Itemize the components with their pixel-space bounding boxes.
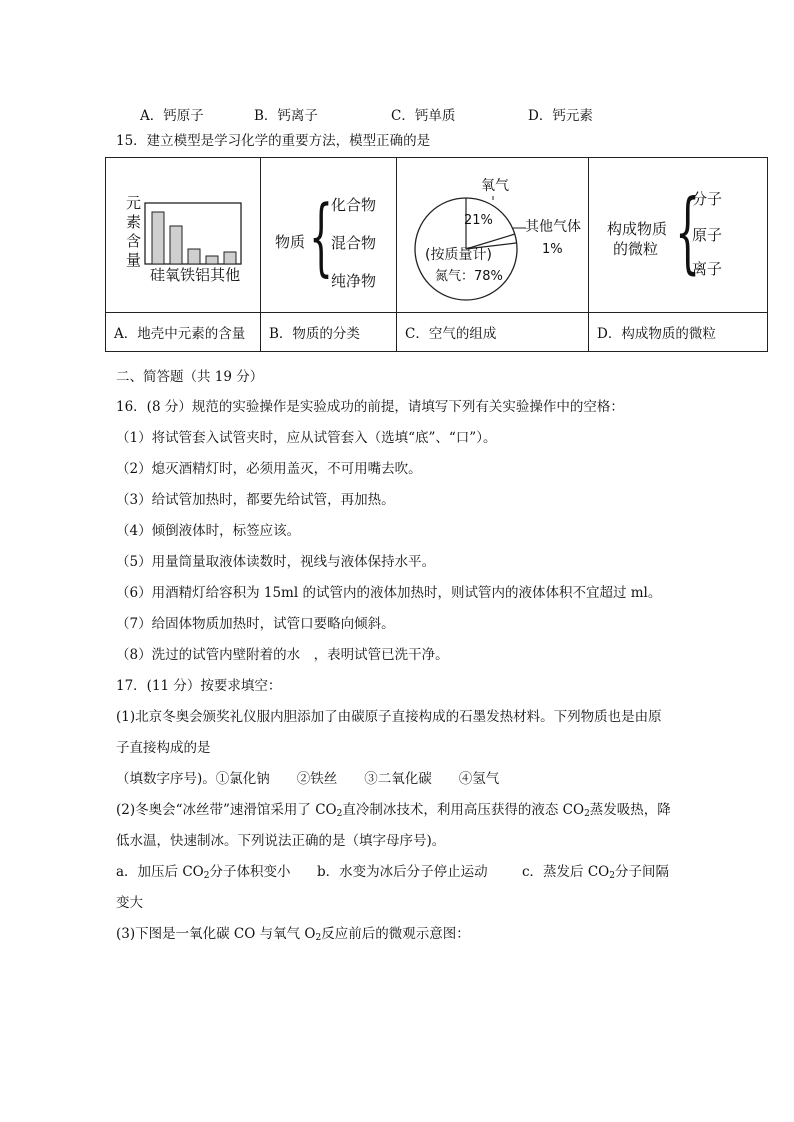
- q16-item: （8）洗过的试管内壁附着的水 ，表明试管已洗干净。: [116, 647, 449, 663]
- brace-icon: {: [309, 187, 334, 285]
- subscript: 2: [584, 809, 590, 819]
- bar-iron: [188, 249, 200, 264]
- subscript: 2: [336, 809, 343, 819]
- element-abundance-bar-chart: [144, 202, 244, 266]
- bar-aluminum: [206, 256, 218, 264]
- q14-option-c: C．钙单质: [391, 108, 456, 124]
- q17-option-b: b．水变为冰后分子停止运动: [317, 864, 488, 880]
- chart-ylabel-char: 素: [126, 213, 142, 231]
- particle-item: 离子: [692, 260, 723, 278]
- q14-option-b: B．钙离子: [254, 108, 318, 124]
- text-run: (3)下图是一氧化碳 CO 与氧气 O: [116, 926, 316, 942]
- classification-item: 纯净物: [331, 272, 377, 290]
- chart-category-label: 铁: [180, 266, 196, 284]
- chart-category-label: 氧: [165, 266, 181, 284]
- subscript: 2: [203, 871, 210, 881]
- text-run: 分子间隔: [614, 864, 669, 880]
- pie-value-oxygen: 21%: [464, 213, 493, 228]
- q17-option-c-continued: 变大: [116, 895, 143, 911]
- q16-item: （5）用量筒量取液体读数时，视线与液体保持水平。: [116, 554, 436, 570]
- section-heading: 二、简答题（共 19 分）: [116, 369, 264, 385]
- subscript: 2: [315, 933, 322, 943]
- q14-option-a: A．钙原子: [140, 108, 204, 124]
- caption-c: C．空气的组成: [397, 313, 589, 352]
- q17-part1-line1: (1)北京冬奥会颁奖礼仪服内胆添加了由碳原子直接构成的石墨发热材料。下列物质也是由原: [116, 709, 662, 725]
- chart-ylabel-char: 量: [126, 251, 142, 269]
- q17-option-a: [116, 866, 290, 881]
- q16-item: （1）将试管套入试管夹时，应从试管套入（选填“底”、“口”）。: [116, 430, 497, 446]
- bar-oxygen: [170, 226, 182, 264]
- chart-category-label: 铝: [195, 266, 211, 284]
- q15-model-table: [105, 157, 768, 352]
- text-run: 蒸发吸热，降: [589, 802, 671, 818]
- pie-label-oxygen: 氧气: [481, 178, 509, 194]
- pie-value-other-gases: 1%: [542, 242, 563, 257]
- q17-option-c: [522, 866, 669, 881]
- classification-root: 物质: [275, 233, 306, 251]
- q17-part2-line2: 低水温，快速制冰。下列说法正确的是（填字母序号)。: [116, 833, 446, 849]
- q15-stem: 15．建立模型是学习化学的重要方法，模型正确的是: [116, 133, 431, 149]
- subscript: 2: [609, 871, 615, 881]
- particles-root-line1: 构成物质: [607, 220, 668, 238]
- caption-d: D．构成物质的微粒: [589, 313, 768, 352]
- figure-b-cell: [261, 158, 397, 313]
- chart-category-label: 其他: [210, 266, 241, 284]
- chart-ylabel-char: 元: [126, 194, 142, 212]
- text-run: 分子体积变小: [209, 864, 291, 880]
- figure-d-cell: [589, 158, 768, 313]
- text-run: a．加压后 CO: [116, 864, 204, 880]
- bar-other: [224, 252, 236, 264]
- text-run: 直冷制冰技术，利用高压获得的液态 CO: [342, 802, 585, 818]
- pie-basis-note: (按质量计): [425, 247, 492, 263]
- brace-icon: {: [675, 180, 701, 283]
- particle-item: 分子: [692, 190, 723, 208]
- q17-part3: [116, 928, 470, 943]
- classification-item: 混合物: [331, 234, 377, 252]
- q17-part1-line2: 子直接构成的是: [116, 740, 211, 756]
- text-run: 反应前后的微观示意图：: [321, 926, 470, 942]
- figure-a-cell: [106, 158, 261, 313]
- q16-item: （2）熄灭酒精灯时，必须用盖灭，不可用嘴去吹。: [116, 461, 422, 477]
- particles-root-line2: 的微粒: [613, 240, 659, 258]
- text-run: (2)冬奥会“冰丝带”速滑馆采用了 CO: [116, 802, 337, 818]
- chart-category-label: 硅: [150, 266, 166, 284]
- figure-c-cell: [397, 158, 589, 313]
- q17-part2-line1: [116, 804, 671, 819]
- bar-silicon: [152, 212, 164, 264]
- pie-label-other-gases: 其他气体: [525, 219, 581, 235]
- q17-part1-line3: （填数字序号)。①氯化钠 ②铁丝 ③二氧化碳 ④氢气: [116, 771, 500, 787]
- caption-b: B．物质的分类: [261, 313, 397, 352]
- classification-item: 化合物: [331, 196, 377, 214]
- q16-item: （3）给试管加热时，都要先给试管，再加热。: [116, 492, 395, 508]
- q17-stem: 17．(11 分）按要求填空：: [116, 678, 282, 694]
- q16-item: （4）倾倒液体时，标签应该。: [116, 523, 301, 539]
- particle-item: 原子: [692, 226, 723, 244]
- q16-item: （7）给固体物质加热时，试管口要略向倾斜。: [116, 616, 395, 632]
- pie-label-nitrogen: 氮气：78%: [435, 269, 503, 284]
- chart-ylabel-char: 含: [126, 232, 142, 250]
- caption-a: A．地壳中元素的含量: [106, 313, 261, 352]
- q16-stem: 16．(8 分）规范的实验操作是实验成功的前提，请填写下列有关实验操作中的空格：: [116, 399, 624, 415]
- q16-item: （6）用酒精灯给容积为 15ml 的试管内的液体加热时，则试管内的液体体积不宜超过 ml。: [116, 585, 662, 601]
- leader-line: [512, 226, 526, 230]
- q14-option-d: D．钙元素: [528, 108, 593, 124]
- text-run: c．蒸发后 CO: [522, 864, 610, 880]
